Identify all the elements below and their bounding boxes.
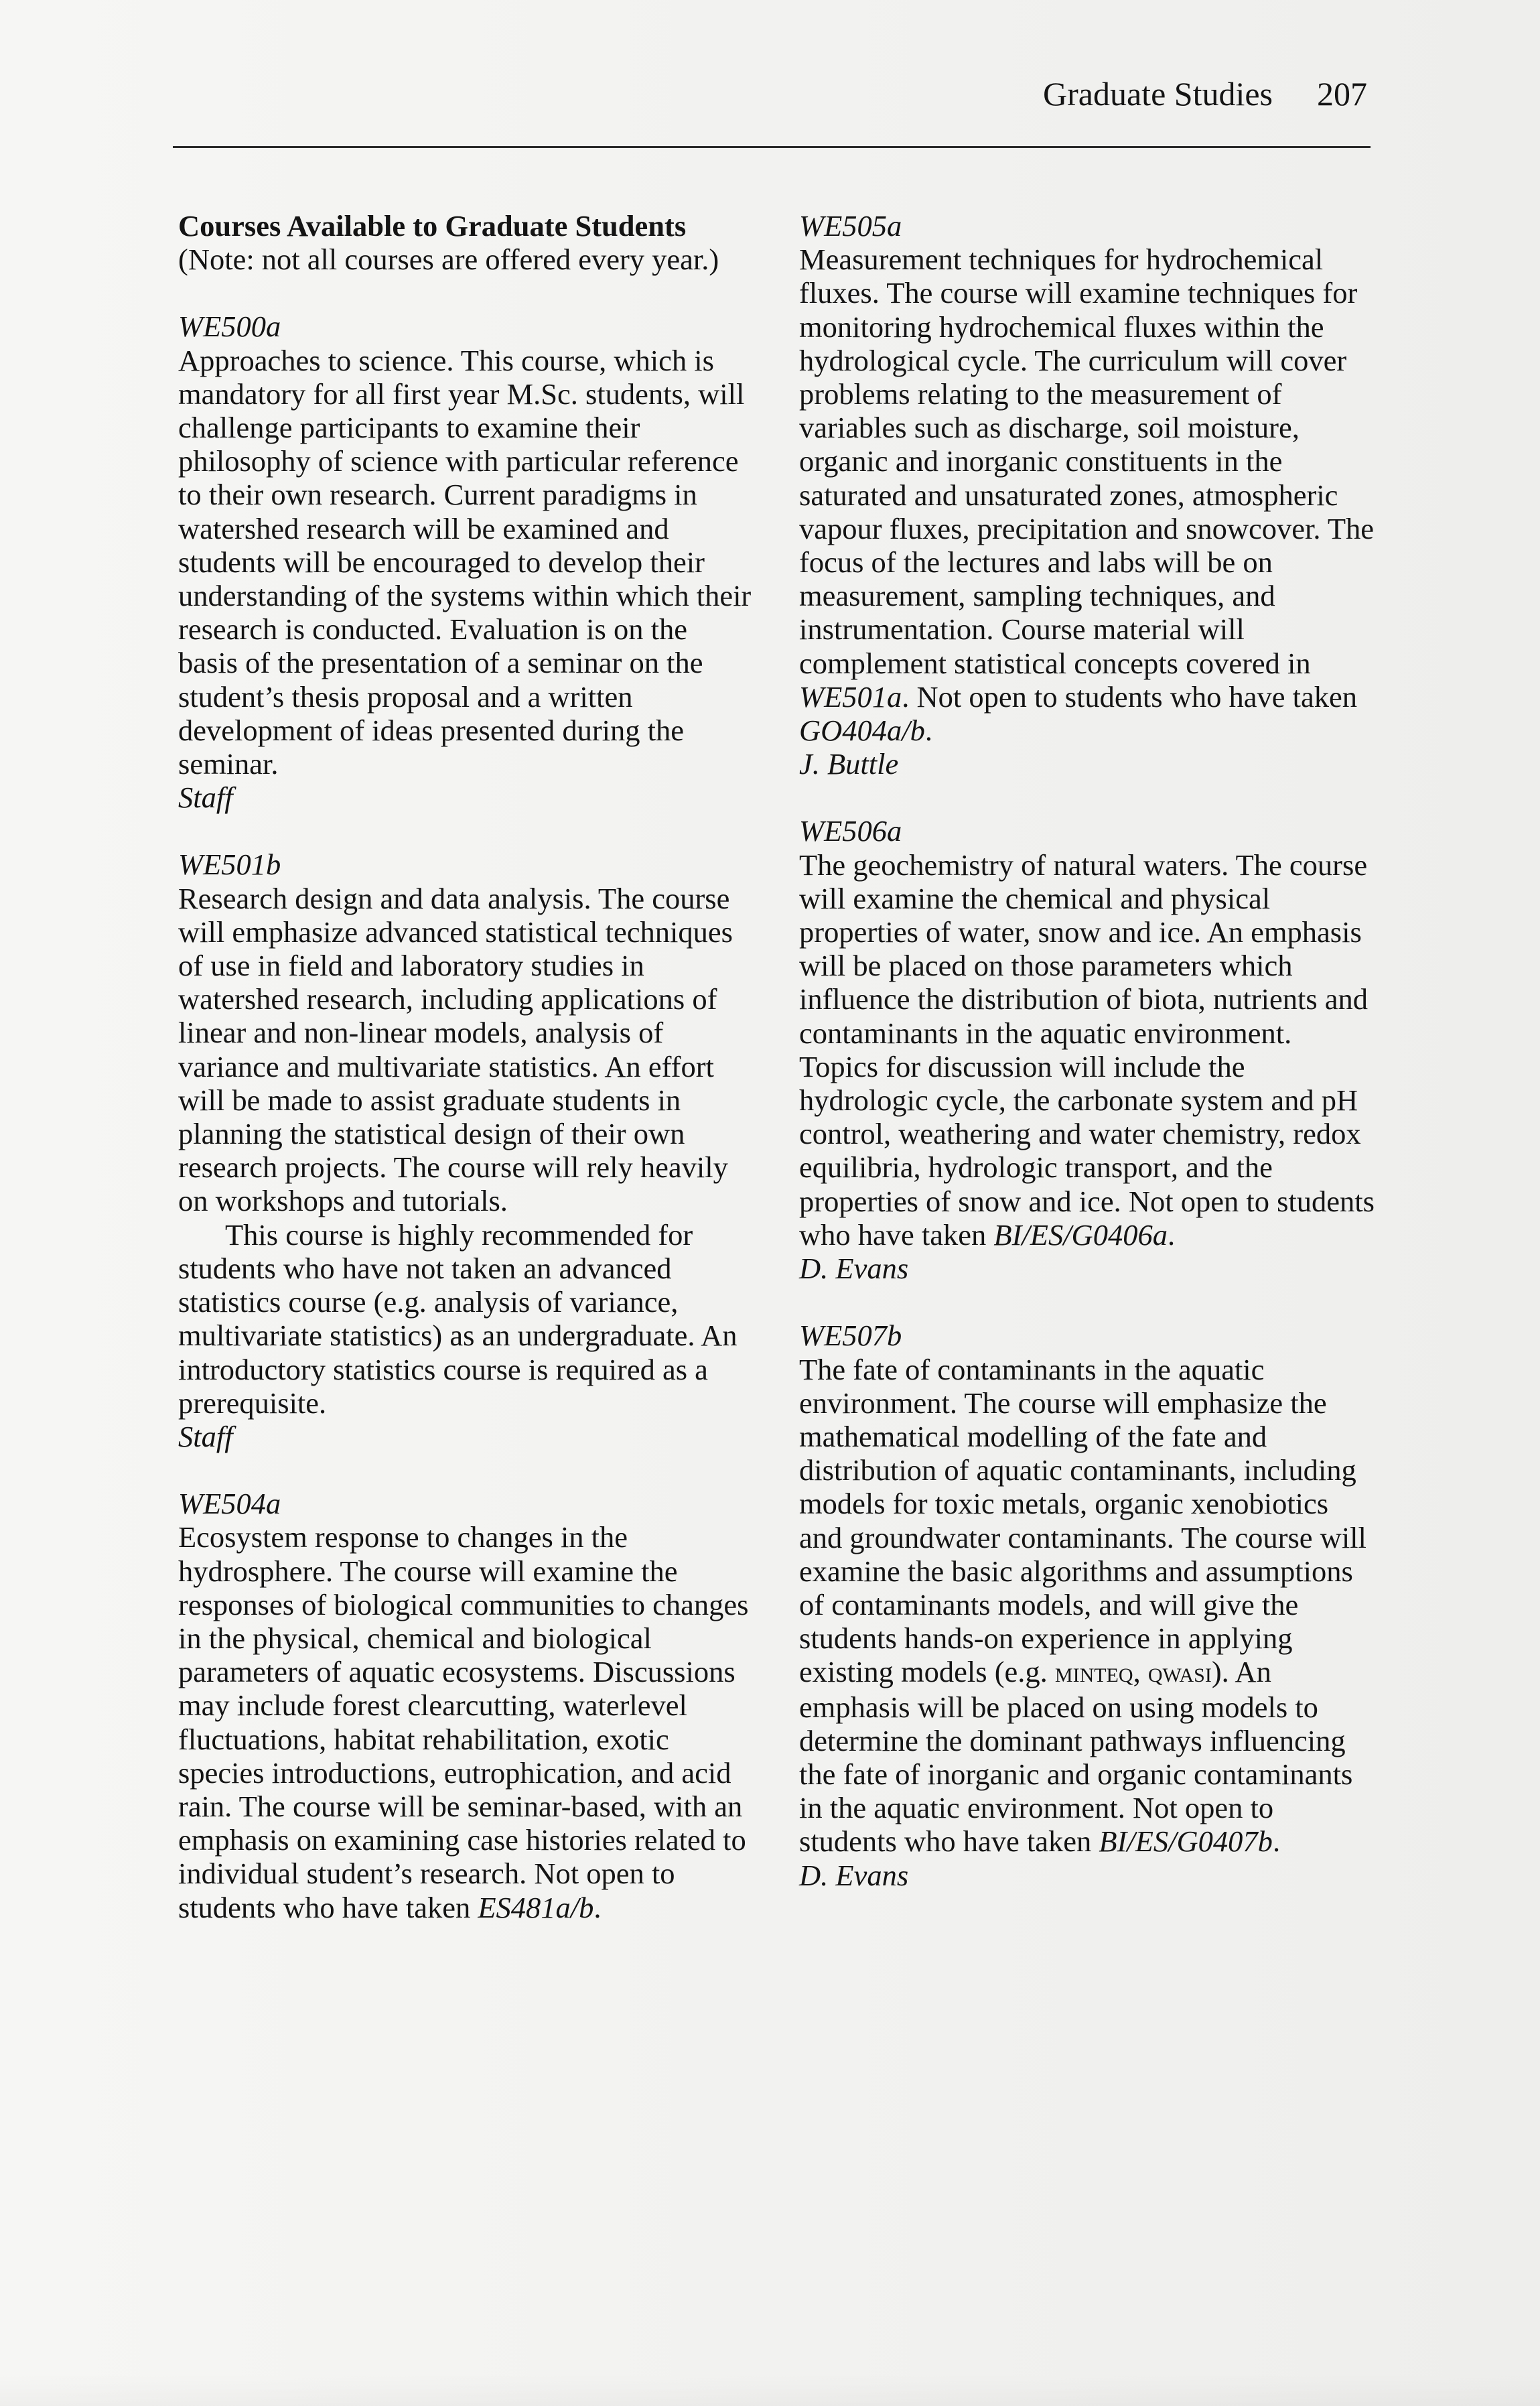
description-paragraph [178,1520,754,1924]
course-description [799,848,1375,1252]
course-instructor: D. Evans [799,1858,909,1892]
right-column [799,209,1375,1892]
description-paragraph: Research design and data analysis. The course will emphasize advanced statistical techniques of use in field and laboratory studies in watershed research, including applications of linear and non-linear models, analysis of variance and multivariate statistics. An effort will be made to assist graduate students in planning the statistical design of their own research projects. The course will rely heavily on workshops and tutorials. [178,881,733,1218]
description-paragraph: Approaches to science. This course, which is mandatory for all first year M.Sc. students, will challenge participants to examine their philosophy of science with particular reference to their own research. Current paradigms in watershed research will be examined and students will be encouraged to develop their understanding of the systems within which their research is conducted. Evaluation is on the basis of the presentation of a seminar on the student’s thesis proposal and a written development of ideas presented during the seminar. [178,343,752,781]
course-we501b [178,848,754,1453]
description-paragraph: This course is highly recommended for students who have not taken an advanced statistics course (e.g. analysis of variance, multivariate statistics) as an undergraduate. An introductory statistics course is required as a prerequisite. [178,1217,738,1420]
course-code: WE501b [178,848,281,882]
course-we505a [799,209,1375,781]
header-rule [173,146,1371,148]
left-column [178,209,754,1924]
description-text: ). An emphasis will be placed on using models to determine the dominant pathways influencing the fate of inorganic and organic contaminants in the aquatic environment. Not open to students who have taken [799,1655,1353,1859]
availability-note: (Note: not all courses are offered every year.) [178,243,719,277]
course-instructor: Staff [178,1419,233,1453]
course-reference: BI/ES/G0407b [1099,1824,1273,1859]
course-we504a [178,1487,754,1924]
course-description [178,882,754,1420]
description-text: . Not open to students who have taken [902,679,1357,714]
model-name: qwasi [1147,1657,1212,1689]
description-text: Ecosystem response to changes in the hydrosphere. The course will examine the responses of biological communities to changes in the physical, chemical and biological parameters of aquatic ecosystems. Discussions may include forest clearcutting, waterlevel fluctuations, habitat rehabilitation, exotic species introductions, eutrophication, and acid rain. The course will be seminar-based, with an emphasis on examining case histories related to individual student’s research. Not open to students who have taken [178,1520,749,1924]
course-reference: ES481a/b [478,1890,594,1924]
course-we507b [799,1319,1375,1891]
description-paragraph [799,848,1375,1252]
section-heading: Courses Available to Graduate Students [178,209,687,243]
course-we506a [799,814,1375,1285]
section-title: Graduate Studies [1043,75,1273,113]
course-code: WE506a [799,814,902,848]
course-code: WE507b [799,1319,902,1353]
description-text: . [924,714,933,748]
description-text: The geochemistry of natural waters. The course will examine the chemical and physical properties of water, snow and ice. An emphasis will be placed on those parameters which influence the distribution of biota, nutrients and contaminants in the aquatic environment. Topics for discussion will include the hydrologic cycle, the carbonate system and pH control, weathering and water chemistry, redox equilibria, hydrologic transport, and the properties of snow and ice. Not open to students who have taken [799,848,1375,1252]
course-code: WE505a [799,209,902,243]
course-description [178,1520,754,1924]
course-reference: BI/ES/G0406a [993,1217,1168,1252]
course-instructor: J. Buttle [799,747,899,781]
course-description [799,243,1375,747]
course-code: WE500a [178,310,281,344]
course-reference: GO404a/b [799,714,925,748]
running-header [1043,74,1367,114]
description-paragraph [799,243,1375,747]
description-text: , [1133,1655,1148,1689]
description-paragraph [799,1353,1375,1859]
description-text: . [1167,1217,1176,1252]
description-text: Measurement techniques for hydrochemical fluxes. The course will examine techniques for monitoring hydrochemical fluxes within the hydrological cycle. The curriculum will cover problems relating to the measurement of variables such as discharge, soil moisture, organic and inorganic constituents in the saturated and unsaturated zones, atmospheric vapour fluxes, precipitation and snowcover. The focus of the lectures and labs will be on measurement, sampling techniques, and instrumentation. Course material will complement statistical concepts covered in [799,243,1375,680]
course-instructor: D. Evans [799,1252,909,1286]
intro-block [178,209,754,276]
course-we500a [178,310,754,814]
course-instructor: Staff [178,781,233,815]
model-name: minteq [1054,1657,1133,1689]
description-text: . [1272,1824,1281,1859]
description-text: The fate of contaminants in the aquatic environment. The course will emphasize the mathematical modelling of the fate and distribution of aquatic contaminants, including models for toxic metals, organic xenobiotics and groundwater contaminants. The course will examine the basic algorithms and assumptions of contaminants models, and will give the students hands-on experience in applying existing models (e.g. [799,1352,1367,1689]
course-description [178,344,754,781]
course-code: WE504a [178,1487,281,1521]
page-number: 207 [1317,75,1367,113]
page-bottom-edge [0,2374,1540,2406]
description-text: . [593,1890,602,1924]
course-description [799,1353,1375,1859]
course-reference: WE501a [799,679,902,714]
